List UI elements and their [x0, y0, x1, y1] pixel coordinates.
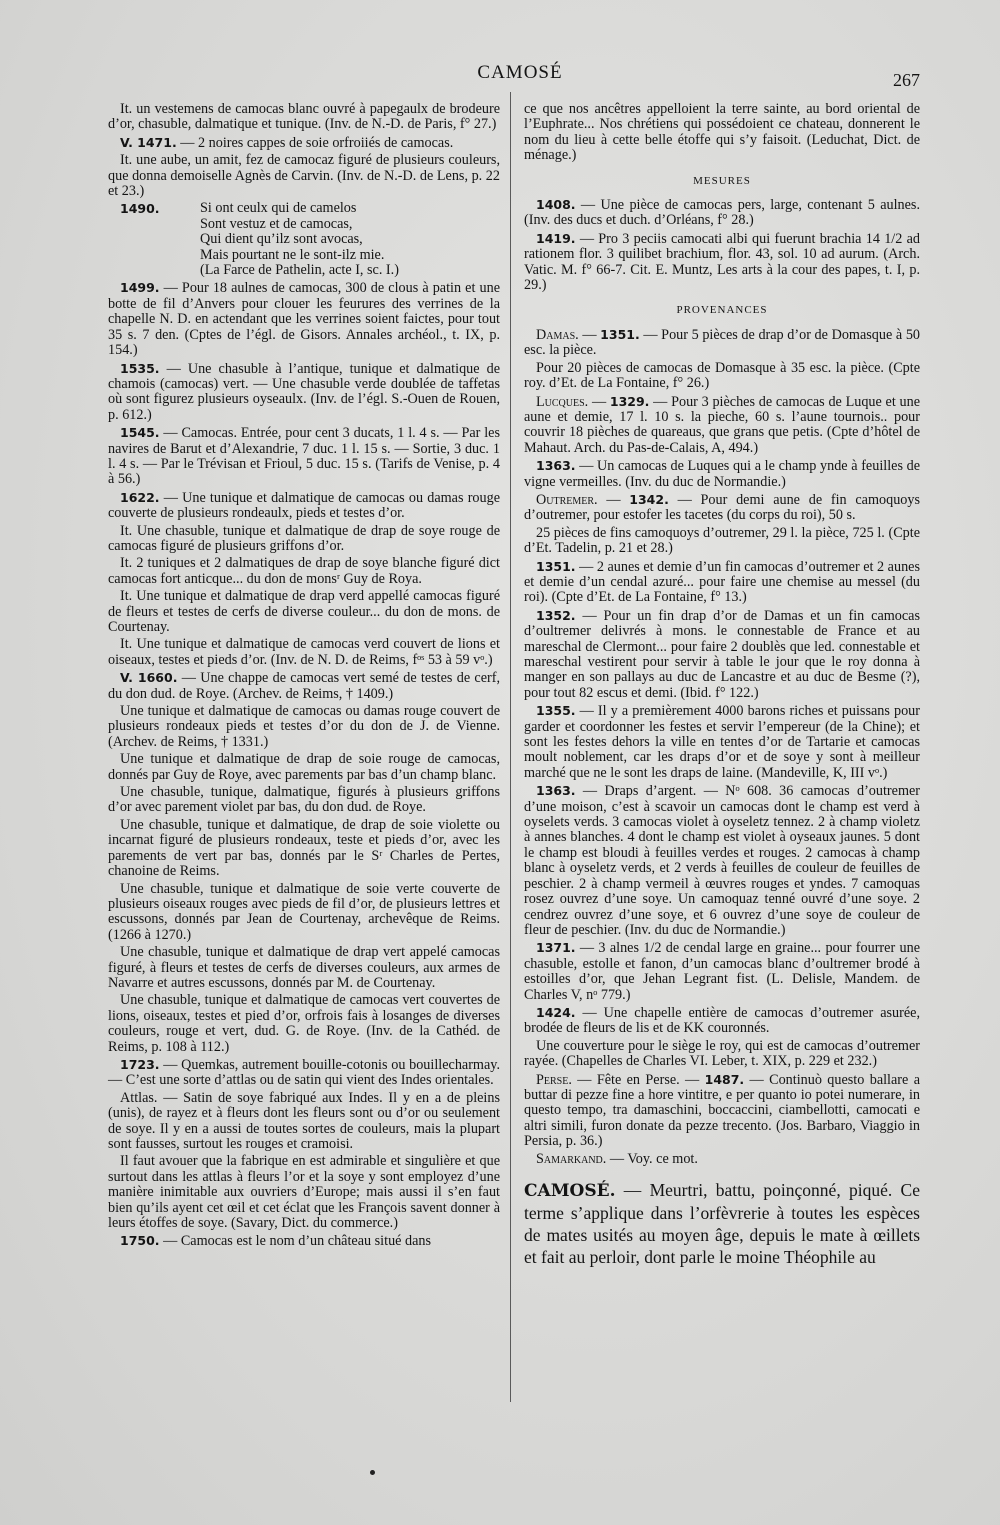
entry-paragraph	[524, 327, 920, 359]
entry-text: Une chasuble, tunique, dalmatique, figurés à plusieurs griffons d’or avec parement violet par bas, du don dud. de Roye.	[108, 784, 500, 816]
entry-text: — Camocas. Entrée, pour cent 3 ducats, 1 l. 4 s. — Par les navires de Barut et d’Alexandrie, 7 duc. 1 l. 15 s. — Sortie, 3 duc. 1 l. 4 s. — Par le Trévisan et Frioul, 5 duc. 15 s. (Tarifs de Venise, p. 4 à 56.)	[108, 425, 500, 488]
entry-text: — 3 alnes 1/2 de cendal large en graine... pour fourrer une chasuble, estolle et fanon, d’un camocas blanc d’oultremer brodé à estoilles d’or, que Jehan Legrant fist. (L. Delisle, Mandem. de Charles V, nᵒ 779.)	[524, 940, 920, 1003]
headword: CAMOSÉ.	[524, 1181, 616, 1201]
entry-paragraph	[108, 945, 500, 991]
entry-text: Une chasuble, tunique et dalmatique de drap vert appelé camocas figuré, à fleurs et testes de cerfs de diverses couleurs, aux armes de Navarre et autres escussons, donnés par M. de Courtenay.	[108, 944, 500, 991]
entry-year: 1351.	[600, 326, 640, 342]
entry-paragraph	[524, 197, 920, 229]
entry-paragraph	[524, 526, 920, 557]
column-divider	[510, 92, 511, 1402]
entry-year: 1535.	[120, 360, 160, 376]
entry-paragraph	[108, 425, 500, 488]
entry-text: It. Une tunique et dalmatique de drap verd appellé camocas figuré de fleurs et testes de cerfs de diverse couleur... du don de mons. de Courtenay.	[108, 588, 500, 635]
right-column	[524, 102, 920, 1268]
entry-place: Perse.	[536, 1071, 572, 1088]
entry-paragraph	[108, 785, 500, 816]
entry-paragraph	[108, 153, 500, 199]
entry-paragraph	[108, 524, 500, 555]
entry-year: 1723.	[120, 1056, 160, 1072]
entry-paragraph	[108, 704, 500, 750]
entry-text: — Pour 3 pièches de camocas de Luque et une aune et demie, 17 l. 10 s. la pieche, 60 s. l’aune tournois.. pour couvrir 18 pièches de quareaus, que grans que petis. (Cpte d’hôtel de Mahaut. Arch. du Pas-de-Calais, A, 494.)	[524, 393, 921, 456]
page-number: 267	[893, 70, 920, 90]
dash-separator: —	[578, 326, 601, 343]
entry-text: — Draps d’argent. — Nᵒ 608. 36 camocas d’outremer d’une moison, c’est à scavoir un camocas dont le champ est verd à oyselets verds. 3 camocas violet à oyseletz tennez. 2 à champ violetz à annes blanches. 4 dont le champ est violet à oyseaux jaunes. 5 dont le champ est bloudi à feuilles verdes et rouges. 2 camocas à champ blanc à oyseletz verds, et 2 verds à feuilles de couleur de feuilles de peschier. 2 à champ vermeil à œuvres rouges et yndes. 7 camoquas rosez ouvrez d’une soye. Un camoquaz tenné ouvré d’une soye. 2 cendrez ouvrez d’une soye, et 6 ouvrez d’une soye de couleur de fleur de peschier. (Inv. du duc de Normandie.)	[524, 783, 920, 938]
entry-paragraph	[524, 458, 920, 490]
entry-paragraph	[524, 1005, 920, 1037]
entry-text: Une chasuble, tunique et dalmatique de camocas vert couvertes de lions, oiseaux, testes et pied d’or, orfrois fais à losanges de diverses couleurs, rouge et vert, dud. G. de Roye. (Inv. de la Cathéd. de Reims, p. 108 à 112.)	[108, 992, 500, 1055]
entry-paragraph	[108, 1091, 500, 1153]
entry-paragraph	[108, 135, 500, 151]
entry-text: — Une tunique et dalmatique de camocas ou damas rouge couverte de plusieurs rondeaulx, pieds et testes d’or.	[108, 489, 500, 522]
entry-text: It. 2 tuniques et 2 dalmatiques de drap de soye blanche figuré dict camocas fort anticque... du don de monsʳ Guy de Roya.	[108, 555, 500, 587]
entry-paragraph	[108, 1057, 500, 1089]
entry-year: 1355.	[536, 703, 576, 719]
entry-prefix: — Fête en Perse. —	[571, 1071, 705, 1088]
entry-paragraph	[108, 818, 500, 880]
entry-paragraph	[108, 556, 500, 587]
entry-text: Attlas. — Satin de soye fabriqué aux Indes. Il y en a de pleins (unis), de rayez et à fleurs dont les fleurs sont ou d’or ou seulement de soye. Il y en a aussi de toutes sortes de couleurs, mais la plupart sont fausses, surtout les rouges et cramoisi.	[108, 1089, 500, 1152]
entry-text: It. Une tunique et dalmatique de camocas verd couvert de lions et oiseaux, testes et pieds d’or. (Inv. de N. D. de Reims, fᵒˢ 53 à 59 vᵒ.)	[108, 636, 500, 668]
entry-place: Outremer.	[536, 491, 598, 508]
entry-text: Il faut avouer que la fabrique en est admirable et singulière et que surtout dans les attlas à fleurs l’or et la soye y sont employez d’une manière inimitable aux ouvriers d’Europe; mais aussi il s’en faut bien qu’ils ayent cet œil et cet éclat que les François savent donner à leurs étoffes de soye. (Savary, Dict. du commerce.)	[108, 1153, 500, 1232]
entry-text: — Un camocas de Luques qui a le champ ynde à feuilles de vigne vermeilles. (Inv. du duc de Normandie.)	[524, 458, 920, 490]
entry-text: — Continuò questo ballare a buttar di pezze fine a hore vintitre, e per quanto io potei numerare, in questo tempo, tra damaschini, boccaccini, ciambellotti, camocati e altri simili, furon donate da pezze trecento. (Jos. Barbaro, Viaggio in Persia, p. 36.)	[524, 1071, 920, 1150]
entry-paragraph	[524, 231, 920, 294]
entry-place: Samarkand.	[536, 1150, 607, 1167]
entry-text: 25 pièces de fins camoquoys d’outremer, 29 l. la pièce, 725 l. (Cpte d’Et. Tadelin, p. 21 et 28.)	[524, 524, 920, 557]
entry-year: V. 1471.	[120, 134, 177, 150]
verse-entry	[108, 201, 500, 278]
entry-paragraph	[524, 361, 920, 392]
entry-text: Pour 20 pièces de camocas de Domasque à 35 esc. la pièce. (Cpte roy. d’Et. de La Fontaine, f° 26.)	[524, 359, 920, 392]
entry-text: Une couverture pour le siège le roy, qui est de camocas d’outremer rayée. (Chapelles de Charles VI. Leber, t. XIX, p. 229 et 232.)	[524, 1037, 920, 1070]
entry-paragraph	[108, 280, 500, 358]
entry-text: — Une chasuble à l’antique, tunique et dalmatique de chamois (camocas) vert. — Une chasuble verde doublée de taffetas où sont figurez plusieurs oyseaulx. (Inv. de l’égl. S.-Ouen de Rouen, p. 612.)	[108, 360, 500, 423]
entry-paragraph	[108, 993, 500, 1055]
entry-paragraph	[524, 1152, 920, 1167]
section-subheading: MESURES	[693, 174, 751, 187]
entry-paragraph	[108, 361, 500, 424]
entry-year: 1750.	[120, 1233, 160, 1249]
entry-year: 1363.	[536, 783, 576, 799]
entry-text: ce que nos ancêtres appelloient la terre sainte, au bord oriental de l’Euphrate... Nos chrétiens qui possédoient ce chateau, donnerent le nom du lieu à cette belle étoffe qui s’y faisoit. (Leduchat, Dict. de ménage.)	[524, 101, 920, 164]
entry-year: 1329.	[609, 393, 650, 409]
entry-year: 1352.	[536, 607, 576, 623]
article-text: — Meurtri, battu, poinçonné, piqué. Ce terme s’applique dans l’orfèvrerie à toutes les espèces de mates usités au moyen âge, depuis le mate à œillets et fait au perloir, dont parle le moine Théophile au	[524, 1180, 920, 1267]
entry-year: 1419.	[536, 230, 576, 246]
entry-year: V. 1660.	[120, 670, 178, 686]
entry-paragraph	[108, 752, 500, 783]
entry-text: — Pour demi aune de fin camoquoys d’outremer, pour estofer les tacetes (du corps du roi), 50 s.	[524, 491, 921, 524]
entry-year: 1371.	[536, 940, 576, 956]
entry-paragraph	[524, 940, 920, 1003]
entry-paragraph	[108, 882, 500, 944]
article-heading	[524, 1179, 920, 1268]
verse-lines: Si ont ceulx qui de camelos Sont vestuz et de camocas, Qui dient qu’ilz sont avocas, Mais pourtant ne le sont-ilz mie. (La Farce de Pathelin, acte I, sc. I.)	[200, 200, 399, 279]
entry-year: 1363.	[536, 458, 576, 474]
entry-paragraph	[108, 490, 500, 522]
entry-text: — Une chapelle entière de camocas d’outremer asurée, brodée de fleurs de lis et de KK couronnés.	[524, 1004, 920, 1037]
entry-year: 1342.	[629, 491, 669, 507]
entry-text: It. une aube, un amit, fez de camocaz figuré de plusieurs couleurs, que donna demoiselle Agnès de Carvin. (Inv. de N.-D. de Lens, p. 22 et 23.)	[108, 152, 500, 200]
entry-year: 1424.	[536, 1004, 576, 1020]
entry-paragraph	[524, 492, 920, 524]
entry-text: It. un vestemens de camocas blanc ouvré à papegaulx de brodeure d’or, chasuble, dalmatique et tunique. (Inv. de N.-D. de Paris, f° 27.)	[108, 101, 500, 133]
entry-paragraph	[524, 559, 920, 606]
entry-text: Une tunique et dalmatique de camocas ou damas rouge couvert de plusieurs rondeaux pieds et testes d’or du don de J. de Vienne. (Archev. de Reims, † 1331.)	[108, 703, 500, 750]
dash-separator: —	[588, 393, 610, 410]
ink-spot	[370, 1470, 375, 1475]
entry-year: 1490.	[120, 201, 160, 217]
entry-text: Une chasuble, tunique et dalmatique, de drap de soie violette ou incarnat figuré de plusieurs rondeaux, teste et pieds d’or, avec les parements de vert par bas, donnés par le Sʳ Charles de Pertes, chanoine de Reims.	[108, 816, 500, 880]
entry-text: — Quemkas, autrement bouille-cotonis ou bouillecharmay. — C’est une sorte d’attlas ou de satin qui vient des Indes orientales.	[108, 1056, 500, 1089]
entry-text: Une tunique et dalmatique de drap de soie rouge de camocas, donnés par Guy de Roye, avec parements par bas d’un champ blanc.	[108, 751, 500, 783]
entry-text: Une chasuble, tunique et dalmatique de soie verte couverte de plusieurs oiseaux rouges avec pieds de fil d’or, de plusieurs lettres et escussons, donnés par Jean de Courtenay, archevêque de Reims. (1266 à 1270.)	[108, 880, 500, 943]
entry-text: — Camocas est le nom d’un château situé dans	[159, 1233, 432, 1250]
entry-text: — Pour 5 pièces de drap d’or de Domasque à 50 esc. la pièce.	[524, 326, 921, 359]
entry-text: — Une chappe de camocas vert semé de testes de cerf, du don dud. de Roye. (Archev. de Reims, † 1409.)	[108, 670, 501, 702]
entry-paragraph	[108, 102, 500, 133]
entry-paragraph	[108, 1154, 500, 1231]
entry-text: — Une pièce de camocas pers, large, contenant 5 aulnes. (Inv. des ducs et duch. d’Orléans, f° 28.)	[524, 197, 920, 229]
entry-paragraph	[524, 394, 920, 457]
entry-text: — Il y a premièrement 4000 barons riches et puissans pour garder et coordonner les festes et servir l’empereur (de la Chine); et sont les festes dehors la ville en tentes d’or de Tartarie et camocas moult noblement, car les draps d’or et de soye y sont à meilleur marché que ne le sont les draps de laine. (Mandeville, K, III vᵒ.)	[524, 703, 920, 781]
entry-year: 1499.	[120, 280, 160, 296]
entry-place: Lucques.	[536, 393, 589, 410]
entry-text: It. Une chasuble, tunique et dalmatique de drap de soye rouge de camocas figuré de plusieurs griffons d’or.	[108, 522, 500, 554]
entry-paragraph	[524, 703, 920, 781]
entry-paragraph	[108, 589, 500, 635]
left-column	[108, 102, 500, 1252]
entry-paragraph	[524, 1072, 920, 1150]
entry-text: — 2 noires cappes de soie orfroiiés de camocas.	[176, 134, 454, 151]
entry-text: — 2 aunes et demie d’un fin camocas d’outremer et 2 aunes et demie d’un cendal azuré... pour faire une chemise au messel (du roi). (Cpte d’Et. de La Fontaine, f° 13.)	[524, 558, 920, 606]
entry-year: 1622.	[120, 489, 160, 505]
entry-paragraph	[524, 608, 920, 701]
entry-paragraph	[524, 783, 920, 938]
entry-text: — Pour un fin drap d’or de Damas et un fin camocas d’oultremer delivrés à mons. le connestable de France et au mareschal de Clermont... pour faire 2 doublès que led. connestable et mareschal vestirent pour servir à table le jour que le roy donna à manger en son pallays au duc de Lancastre et au duc de Besme (?), pour tout 82 escus et demi. (Ibid. f° 122.)	[524, 607, 920, 701]
entry-year: 1545.	[120, 425, 160, 441]
entry-paragraph	[108, 637, 500, 668]
entry-place: Damas.	[536, 326, 579, 343]
entry-paragraph	[524, 1039, 920, 1070]
running-head: CAMOSÉ	[477, 62, 563, 83]
dash-separator: —	[597, 491, 630, 508]
entry-year: 1408.	[536, 197, 576, 213]
entry-text: — Pour 18 aulnes de camocas, 300 de clous à patin et une botte de fil d’Anvers pour clouer les feurures des verrines de la chapelle N. D. en actendant que les verrines soient faictes, pour tout 35 s. 7 den. (Cptes de l’égl. de Gisors. Annales archéol., t. IX, p. 154.)	[108, 280, 500, 359]
section-subheading: PROVENANCES	[676, 304, 768, 317]
entry-text: — Voy. ce mot.	[606, 1150, 698, 1167]
entry-text: — Pro 3 peciis camocati albi qui fuerunt brachia 14 1/2 ad rationem flor. 3 quilibet brachium, flor. 43, sol. 10 ad aurum. (Arch. Vatic. M. f° 66-7. Cit. E. Muntz, Les arts à la cour des papes, t. I, p. 29.)	[524, 230, 920, 294]
entry-paragraph	[108, 670, 500, 702]
entry-year: 1351.	[536, 558, 576, 574]
entry-paragraph	[524, 102, 920, 164]
entry-paragraph	[108, 1233, 500, 1249]
entry-year: 1487.	[704, 1071, 745, 1087]
